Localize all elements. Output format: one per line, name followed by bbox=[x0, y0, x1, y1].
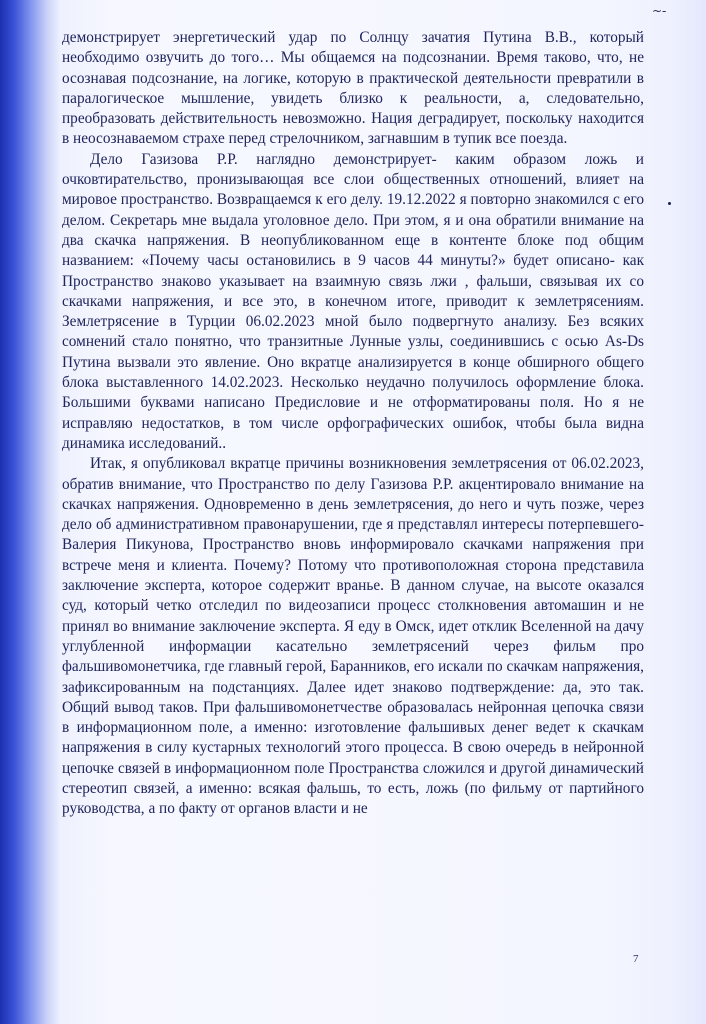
paragraph-3: Итак, я опубликовал вкратце причины возникновения землетрясения от 06.02.2023, обратив внимание, что Пространство по делу Газизова Р.Р. акцентировало внимание на скачках напряжения. Одновременно в день землетрясения, до него и чуть позже, через дело об административном правонарушении, где я представлял интересы потерпевшего- Валерия Пикунова, Пространство вновь информировало скачками напряжения при встрече меня и клиента. Почему? Потому что противоположная сторона представила заключение эксперта, которое содержит вранье. В данном случае, на высоте оказался суд, который четко отследил по видеозаписи процесс столкновения автомашин и не принял во внимание заключение эксперта. Я еду в Омск, идет отклик Вселенной на дачу углубленной информации касательно землетрясений через фильм про фальшивомонетчика, где главный герой, Баранников, его искали по скачкам напряжения, зафиксированным на подстанциях. Далее идет знаково подтверждение: да, это так. Общий вывод таков. При фальшивомонетчестве образовалась нейронная цепочка связи в информационном поле, а именно: изготовление фальшивых денег ведет к скачкам напряжения в силу кустарных технологий этого процесса. В свою очередь в нейронной цепочке связей в информационном поле Пространства сложился и другой динамический стереотип связей, а именно: всякая фальшь, то есть, ложь (по фильму от партийного руководства, а по факту от органов власти и не bbox=[62, 455, 644, 818]
ink-speck bbox=[668, 202, 671, 205]
paragraph-2: Дело Газизова Р.Р. наглядно демонстрирует- каким образом ложь и очковтирательство, пронизывающая все слои общественных отношений, влияет на мировое пространство. Возвращаемся к его делу. 19.12.2022 я повторно знакомился с его делом. Секретарь мне выдала уголовное дело. При этом, я и она обратили внимание на два скачка напряжения. В неопубликованном еще в контенте блоке под общим названием: «Почему часы остановились в 9 часов 44 минуты?» будет описано- как Пространство знаково указывает на взаимную связь лжи , фальши, связывая их со скачками напряжения, и все это, в конечном итоге, приводит к землетрясениям. Землетрясение в Турции 06.02.2023 мной было подвергнуто анализу. Без всяких сомнений стало понятно, что транзитные Лунные узлы, соединившись с осью As-Ds Путина вызвали это явление. Оно вкратце анализируется в конце обширного общего блока выставленного 14.02.2023. Несколько неудачно получилось оформление блока. Большими буквами написано Предисловие и не отформатированы поля. Но я не исправляю недостатков, в том числе орфографических ошибок, чтобы была видна динамика исследований.. bbox=[62, 150, 644, 452]
paragraph-1: демонстрирует энергетический удар по Солнцу зачатия Путина В.В., который необходимо озвучить до того… Мы общаемся на подсознании. Время таково, что, не осознавая подсознание, на логике, которую в практической деятельности превратили в паралогическое мышление, увидеть близко к реальности, а, следовательно, преобразовать действительность невозможно. Нация деградирует, поскольку находится в неосознаваемом страхе перед стрелочником, загнавшим в тупик все поезда. bbox=[62, 29, 644, 148]
corner-mark: ~- bbox=[652, 4, 667, 18]
page-number: 7 bbox=[633, 953, 639, 965]
document-body bbox=[62, 28, 644, 820]
